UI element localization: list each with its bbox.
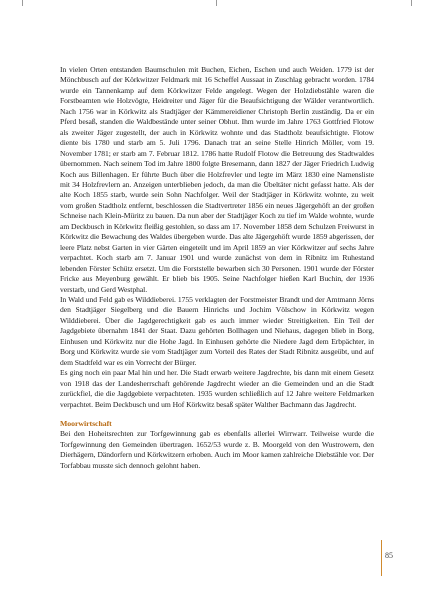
crop-mark-left: [22, 0, 23, 6]
page-number-rule: [381, 540, 382, 576]
paragraph-hunting-rights: Es ging noch ein paar Mal hin und her. Die Stadt erwarb weitere Jagdrechte, bis dann mit einem Gesetz von 1918 das der Landesherrschaft gehörende Jagdrecht wieder an die Gemeinden und an die Stadt zurückfiel, die die Jagdgebiete verpachteten. 1935 wurden schließlich auf 12 Jahre weitere Feldmarken verpachtet. Beim Deckbusch und um Hof Körkwitz besaß später Walther Bachmann das Jagdrecht.: [60, 368, 374, 409]
crop-mark-center: [216, 0, 217, 6]
page-number: 85: [385, 551, 393, 560]
paragraph-forestry: In vielen Orten entstanden Baumschulen mit Buchen, Eichen, Eschen und auch Weiden. 1779 ist der Mönchbusch auf der Körkwitzer Feldmark mit 16 Scheffel Aussaat in Zuschlag gebracht worden. 1784 wurde ein Tannenkamp auf dem Körkwitzer Felde angelegt. Wegen der Holzdiebstähle waren die Forstbeamten wie Holzvögte, Heidreiter und Jäger für die Beaufsichtigung der Wälder verantwortlich. Nach 1756 war in Körkwitz als Stadtjäger der Kämmereidiener Christoph Berlin zuständig. Da er ein Pferd besaß, standen die Waldbestände unter seiner Obhut. Ihm wurde im Jahre 1763 Gottfried Flotow als zweiter Jäger zugestellt, der auch in Körkwitz wohnte und das Stadtholz beaufsichtigte. Flotow diente bis 1780 und starb am 5. Juli 1796. Danach trat an seine Stelle Hinrich Möller, vom 19. November 1781; er starb am 7. Februar 1812. 1786 hatte Rudolf Flotow die Betreuung des Stadtwaldes übernommen. Nach seinem Tod im Jahre 1800 folgte Bresemann, dann 1827 der Jäger Friedrich Ludwig Koch aus Billenhagen. Er führte Buch über die Holzfrevler und legte im März 1830 eine Namensliste mit 34 Holzfrevlern an. Anzeigen unterblieben jedoch, da man die Übeltäter nicht gefasst hatte. Als der alte Koch 1855 starb, wurde sein Sohn Nachfolger. Weil der Stadtjäger in Körkwitz wohnte, zu weit vom großen Stadtholz entfernt, beschlossen die Stadtvertreter 1856 ein neues Jägergehöft an der großen Schneise nach Klein-Müritz zu bauen. Da nun aber der Stadtjäger Koch zu tief im Walde wohnte, wurde am Deckbusch in Körkwitz fleißig gestohlen, so dass am 17. November 1858 dem Schulzen Freiwurst in Körkwitz die Bewachung des Waldes übergeben wurde. Das alte Jägergehöft wurde 1859 abgerissen, der leere Platz nebst Garten in vier Gärten eingeteilt und im April 1859 an vier Körkwitzer auf sechs Jahre verpachtet. Koch starb am 7. Januar 1901 und wurde zunächst von dem in Ribnitz im Ruhestand lebenden Förster Schütz ersetzt. Um die Forststelle bewarben sich 30 Personen. 1901 wurde der Förster Fricke aus Meyenburg gewählt. Er blieb bis 1905. Seine Nachfolger hießen Karl Buchin, der 1936 verstarb, und Gerd Westphal.: [60, 65, 374, 294]
body-text: [60, 65, 374, 471]
paragraph-peat: Bei den Hoheitsrechten zur Torfgewinnung gab es ebenfalls allerlei Wirrwarr. Teilweise wurde die Torfgewinnung den Gemeinden übertragen. 1652/53 wurde z. B. Moorgeld von den Wustrowern, den Dierhägern, Dändorfern und Körkwitzern erhoben. Auch im Moor kamen zahlreiche Diebstähle vor. Der Torfabbau musste sich dennoch gelohnt haben.: [60, 429, 374, 470]
section-heading-moorwirtschaft: Moorwirtschaft: [60, 418, 112, 428]
paragraph-poaching: In Wald und Feld gab es Wilddieberei. 1755 verklagten der Forstmeister Brandt und der Amtmann Jörns den Stadtjäger Siegelberg und die Bauern Hinrichs und Jochim Völschow in Körkwitz wegen Wilddieberei. Über die Jagdgerechtigkeit gab es auch immer wieder Streitigkeiten. Ein Teil der Jagdgebiete übernahm 1841 der Staat. Dazu gehörten Bollhagen und Niehaus, dagegen blieb in Borg, Einhusen und Körkwitz nur die Hohe Jagd. In Einhusen gehörte die Niedere Jagd dem Erbpächter, in Borg und Körkwitz wurde sie vom Stadtjäger zum Vorteil des Rates der Stadt Ribnitz ausgeübt, und auf dem Stadtfeld war es ein Vorrecht der Bürger.: [60, 294, 374, 367]
crop-mark-right: [411, 0, 412, 6]
